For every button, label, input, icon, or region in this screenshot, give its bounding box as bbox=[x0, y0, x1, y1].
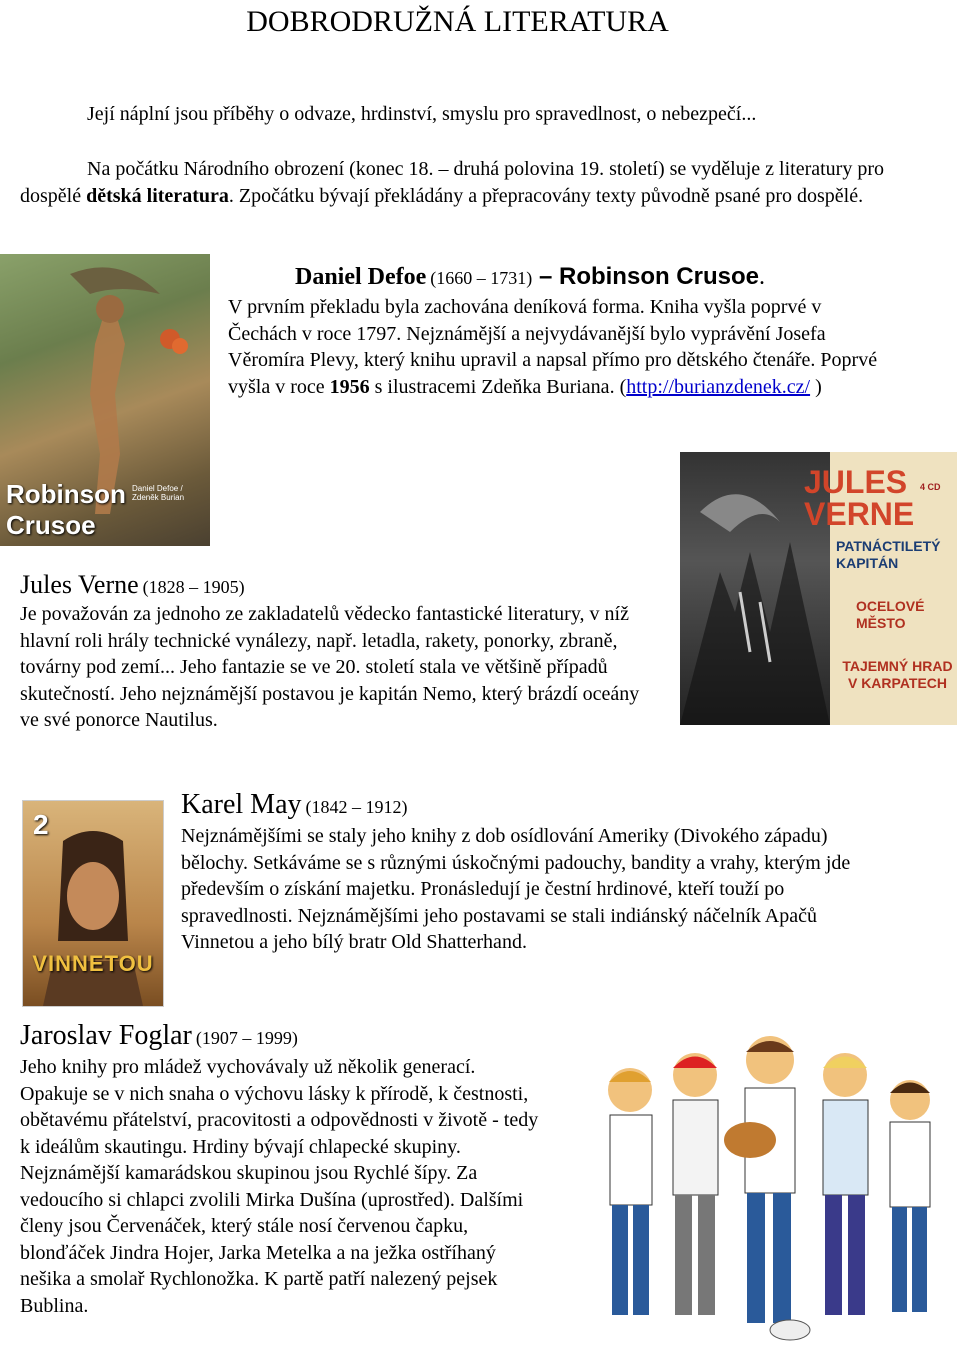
defoe-text-b: s ilustracemi Zdeňka Buriana. ( bbox=[369, 375, 627, 398]
foglar-name: Jaroslav Foglar bbox=[20, 1020, 192, 1051]
defoe-work-title: Robinson Crusoe bbox=[558, 263, 759, 290]
dog-bublina bbox=[770, 1320, 810, 1340]
vinnetou-cover-title: VINNETOU bbox=[32, 951, 154, 976]
verne-cover-line1: JULES bbox=[804, 464, 908, 500]
defoe-text bbox=[228, 294, 888, 400]
verne-dates: (1828 – 1905) bbox=[142, 577, 245, 597]
defoe-name: Daniel Defoe bbox=[295, 264, 427, 290]
robinson-crusoe-cover bbox=[0, 254, 210, 546]
defoe-text-a: V prvním překladu byla zachována deníková forma. Kniha vyšla poprvé v Čechách v roce 1797. Nejznámější a nejvydávanější bylo vyprávění Josefa Věromíra Plevy, který knihu upravil a napsal přímo pro dětského čtenáře. Poprvé vyšla v roce bbox=[228, 296, 878, 398]
vinnetou-cover bbox=[22, 800, 164, 1007]
verne-heading bbox=[20, 570, 245, 600]
may-dates: (1842 – 1912) bbox=[305, 797, 408, 817]
verne-cover-author bbox=[804, 466, 914, 530]
foglar-heading bbox=[20, 1020, 298, 1052]
page-title: DOBRODRUŽNÁ LITERATURA bbox=[246, 5, 669, 38]
rychle-sipy-illustration bbox=[575, 1030, 955, 1345]
burian-link[interactable]: http://burianzdenek.cz/ bbox=[626, 375, 811, 398]
boy-2 bbox=[673, 1053, 718, 1315]
foglar-text bbox=[20, 1054, 540, 1319]
foglar-dates: (1907 – 1999) bbox=[195, 1028, 298, 1048]
verne-name: Jules Verne bbox=[20, 570, 139, 599]
defoe-dash: – bbox=[532, 263, 559, 290]
intro-text-b: . Zpočátku bývají překládány a přepracovány texty původně psané pro dospělé. bbox=[228, 184, 864, 207]
defoe-text-c: ) bbox=[810, 375, 822, 398]
may-heading bbox=[181, 789, 408, 821]
may-name: Karel May bbox=[181, 789, 302, 820]
foglar-text-1: Jeho knihy pro mládež vychovávaly už několik generací. Opakuje se v nich snaha o výchovu lásky k přírodě, k čestnosti, obětavému přátelství, pracovitosti a odpovědnosti v životě - tedy k ideálům skautingu. Hrdiny bývají chlapecké skupiny. bbox=[20, 1056, 539, 1158]
jules-verne-cover bbox=[680, 452, 957, 725]
verne-text: Je považován za jednoho ze zakladatelů vědecko fantastické literatury, v níž hlavní roli hrály technické vynálezy, např. letadla, rakety, ponorky, zbraně, továrny pod zemí... Jeho fantazie se ve 20. století stala ve většině případů skutečností. Jeho nejznámější postavou je kapitán Nemo, který brázdí oceány ve své ponorce Nautilus. bbox=[20, 603, 640, 731]
boy-3 bbox=[724, 1036, 795, 1323]
robinson-cover-title: Robinson Crusoe bbox=[6, 479, 126, 540]
defoe-period: . bbox=[759, 264, 765, 290]
defoe-dates: (1660 – 1731) bbox=[430, 268, 533, 288]
verne-cover-line2: VERNE bbox=[804, 496, 915, 532]
boy-5 bbox=[890, 1080, 930, 1312]
vinnetou-cover-number: 2 bbox=[33, 809, 49, 840]
robinson-cover-authors: Daniel Defoe / Zdeněk Burian bbox=[132, 484, 185, 502]
verne-cover-title3: TAJEMNÝ HRAD V KARPATECH bbox=[842, 658, 953, 691]
defoe-year: 1956 bbox=[329, 375, 370, 398]
defoe-heading bbox=[295, 263, 765, 291]
foglar-text-2: Nejznámější kamarádskou skupinou jsou Rychlé šípy. Za vedoucího si chlapci zvolili Mirka Dušína (uprostřed). Dalšími členy jsou Červenáček, který stále nosí červenou čapku, blonďáček Jindra Hojer, Jarka Metelka a na ježka ostříhaný nešika a smolař Rychlonožka. K partě patří nalezený pejsek Bublina. bbox=[20, 1162, 524, 1317]
verne-cover-title1: PATNÁCTILETÝ KAPITÁN bbox=[836, 538, 941, 571]
boy-4 bbox=[823, 1053, 868, 1315]
verne-cover-title2: OCELOVÉ MĚSTO bbox=[856, 598, 925, 631]
intro-line: Její náplní jsou příběhy o odvaze, hrdinství, smyslu pro spravedlnost, o nebezpečí... bbox=[87, 103, 757, 125]
intro-bold-term: dětská literatura bbox=[86, 184, 229, 207]
intro-paragraph bbox=[20, 156, 890, 209]
may-text: Nejznámějšími se staly jeho knihy z dob osídlování Ameriky (Divokého západu) bělochy. Setkáváme se s různými úskočnými padouchy, bandity a vrahy, kterým jde především o získání majetku. Pronásledují je čestní hrdinové, kteří touží po spravedlnosti. Nejznámějšími jeho postavami se stali indiánský náčelník Apačů Vinnetou a jeho bílý bratr Old Shatterhand. bbox=[181, 825, 851, 953]
verne-cover-cd: 4 CD bbox=[920, 482, 941, 492]
intro-text-a: Na počátku Národního obrození (konec 18. – druhá polovina 19. století) se vyděluje z literatury pro dospělé bbox=[20, 158, 884, 207]
boy-1 bbox=[608, 1068, 652, 1315]
